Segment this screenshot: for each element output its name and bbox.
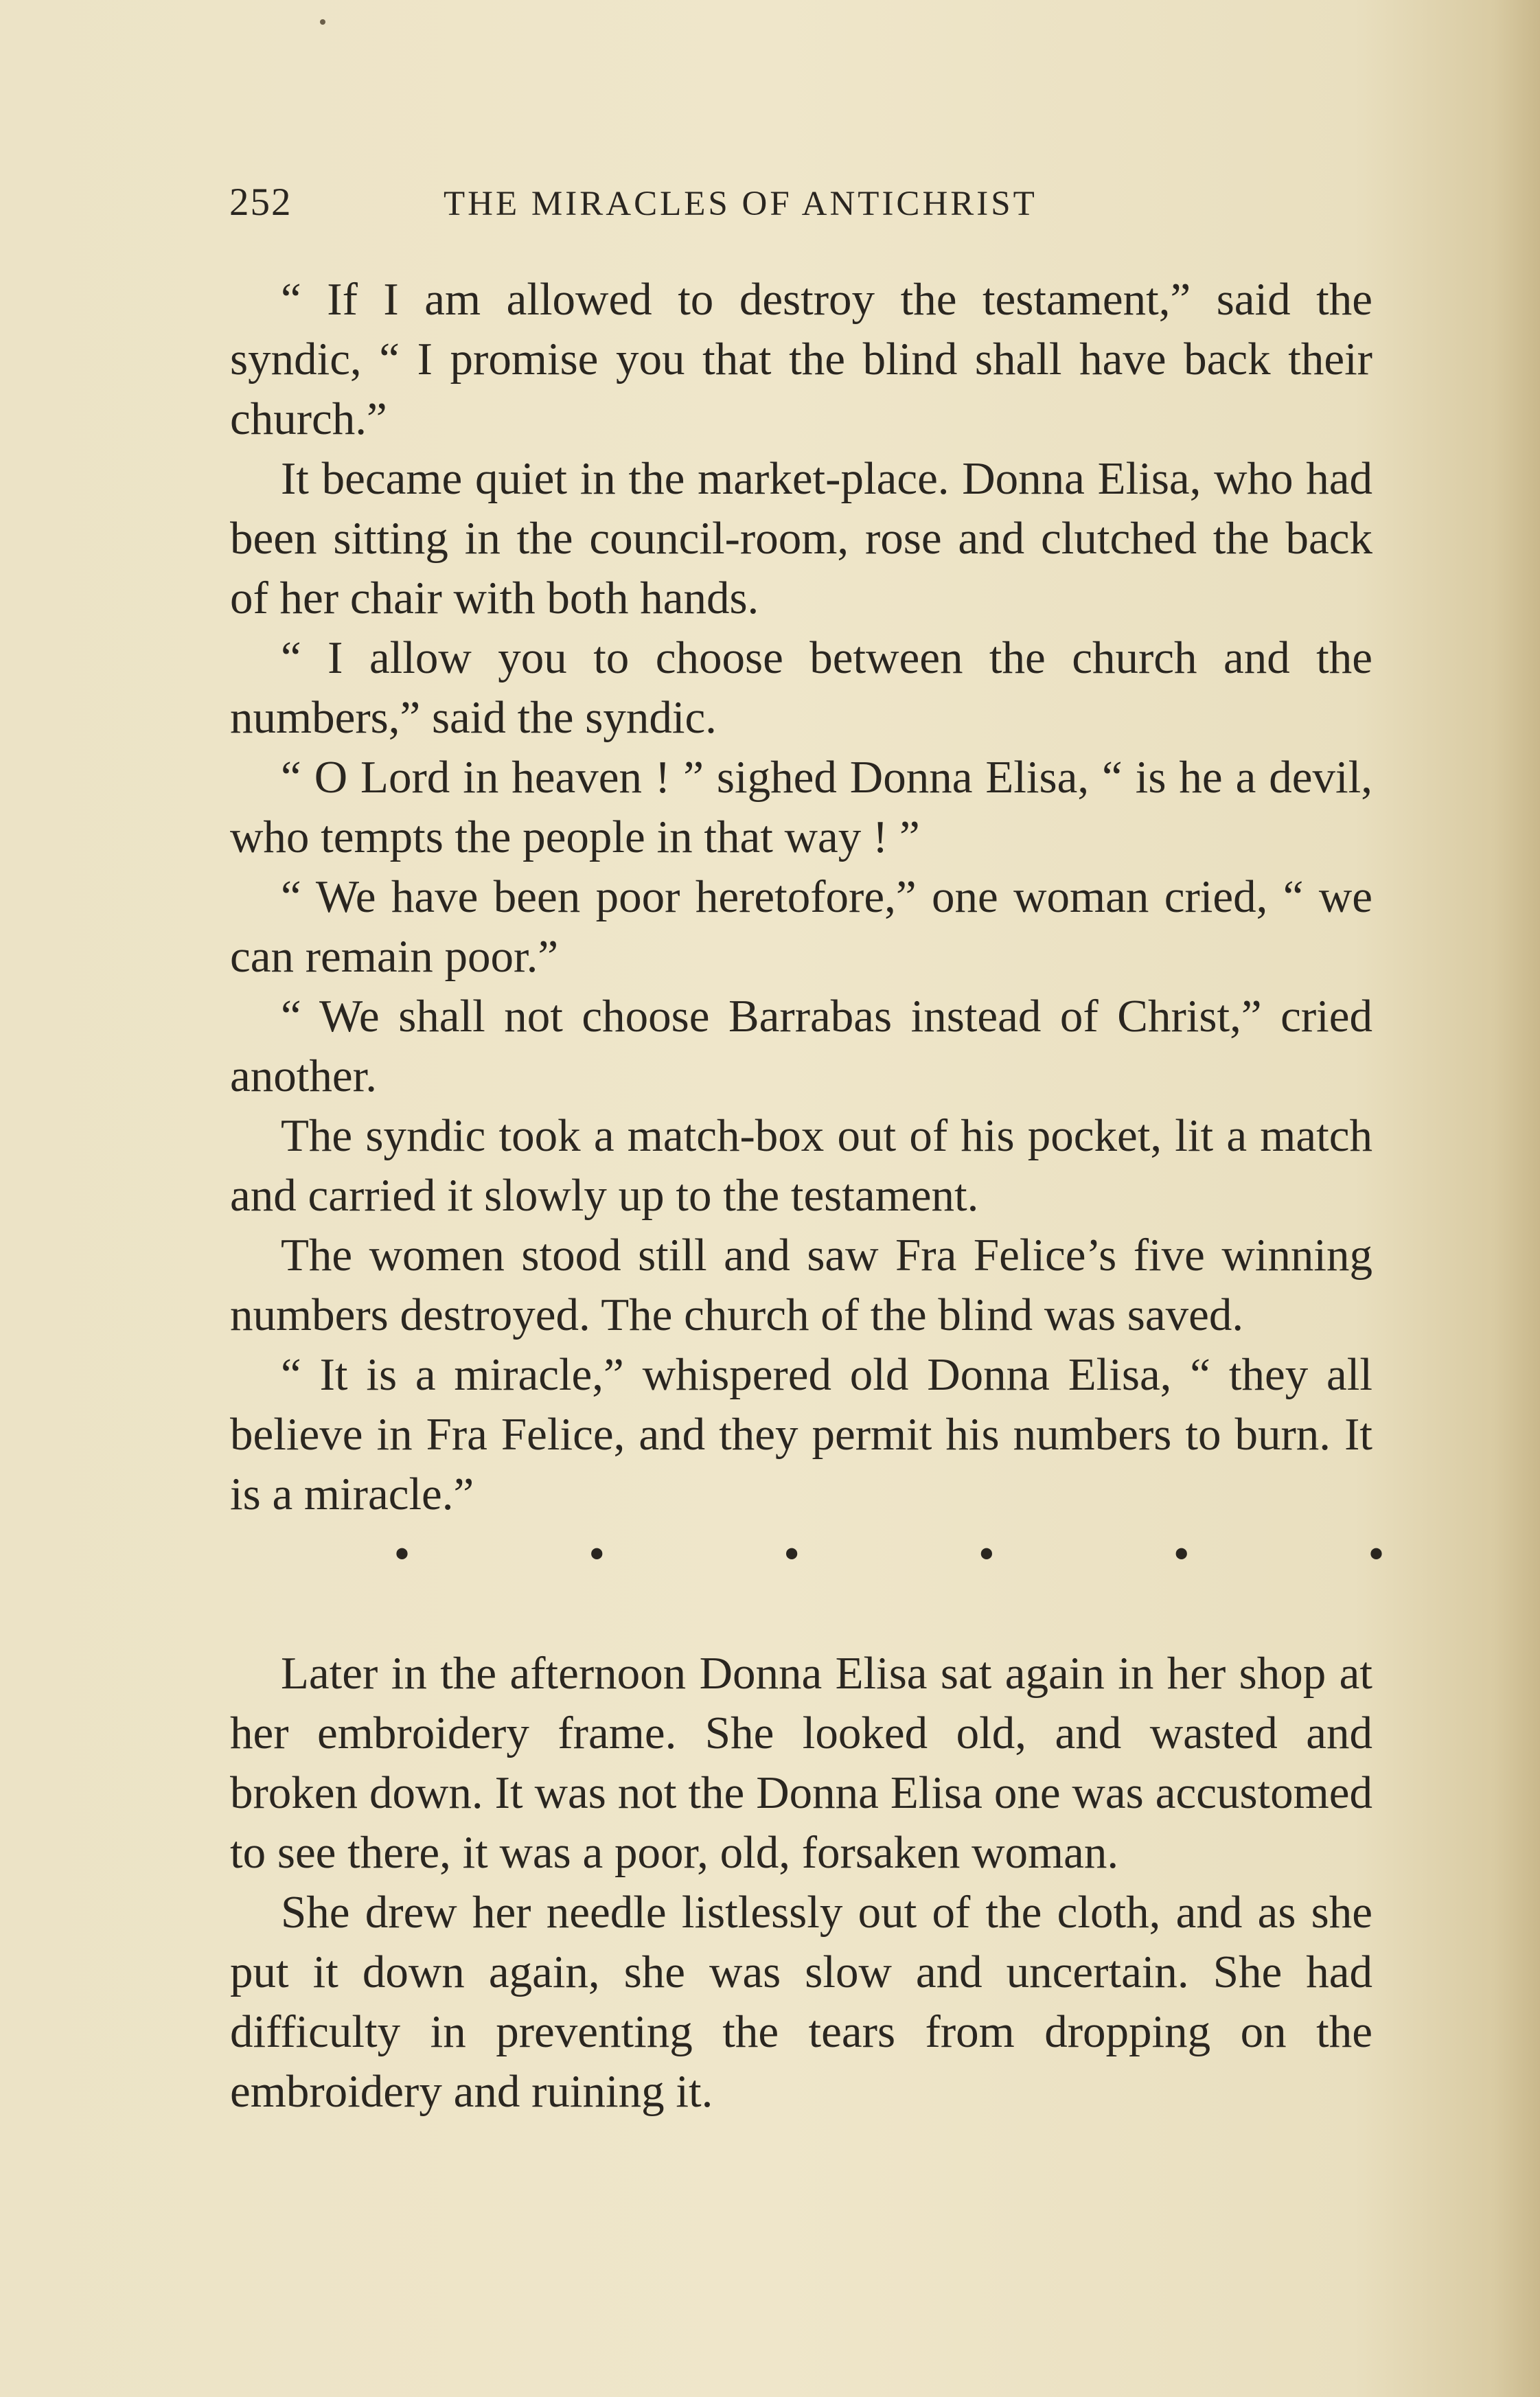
paragraph: “ It is a miracle,” whispered old Donna Elisa, “ they all believe in Fra Felice, and they permit his numbers to burn. It is a miracle.”: [230, 1349, 1372, 1519]
paragraph: “ If I am allowed to destroy the testament,” said the syndic, “ I promise you that the blind shall have back their church.”: [230, 274, 1372, 444]
paragraph: She drew her needle listlessly out of the cloth, and as she put it down again, she was slow and uncertain. She had difficulty in preventing the tears from dropping on the embroidery and ruining it.: [230, 1887, 1372, 2117]
page-number: 252: [229, 181, 292, 224]
running-header: [229, 180, 1375, 235]
paragraph: The syndic took a match-box out of his pocket, lit a match and carried it slowly up to the testament.: [230, 1110, 1372, 1221]
running-title: THE MIRACLES OF ANTICHRIST: [444, 185, 1037, 223]
paragraph: Later in the afternoon Donna Elisa sat again in her shop at her embroidery frame. She looked old, and wasted and broken down. It was not the Donna Elisa one was accustomed to see there, it was a poor, old, forsaken woman.: [230, 1648, 1372, 1878]
section-break: [395, 1524, 1383, 1584]
section-break-dot: •: [979, 1531, 994, 1576]
section-break-dot: •: [589, 1531, 604, 1576]
paragraph: “ O Lord in heaven ! ” sighed Donna Elisa, “ is he a devil, who tempts the people in that way ! ”: [230, 752, 1372, 862]
section-break-dot: •: [784, 1531, 799, 1576]
section-break-dot: •: [395, 1531, 410, 1576]
paper-speck: [320, 19, 325, 25]
paragraph: It became quiet in the market-place. Donna Elisa, who had been sitting in the council-room, rose and clutched the back of her chair with both hands.: [230, 453, 1372, 623]
section-break-dot: •: [1174, 1531, 1189, 1576]
paragraph: “ I allow you to choose between the church and the numbers,” said the syndic.: [230, 632, 1372, 743]
paragraph: “ We have been poor heretofore,” one woman cried, “ we can remain poor.”: [230, 871, 1372, 982]
section-break-dot: •: [1368, 1531, 1383, 1576]
paragraph: The women stood still and saw Fra Felice’s five winning numbers destroyed. The church of the blind was saved.: [230, 1230, 1372, 1340]
body-text: [230, 270, 1383, 2122]
section-spacer: [230, 1584, 1372, 1644]
paragraph: “ We shall not choose Barrabas instead of Christ,” cried another.: [230, 991, 1372, 1101]
